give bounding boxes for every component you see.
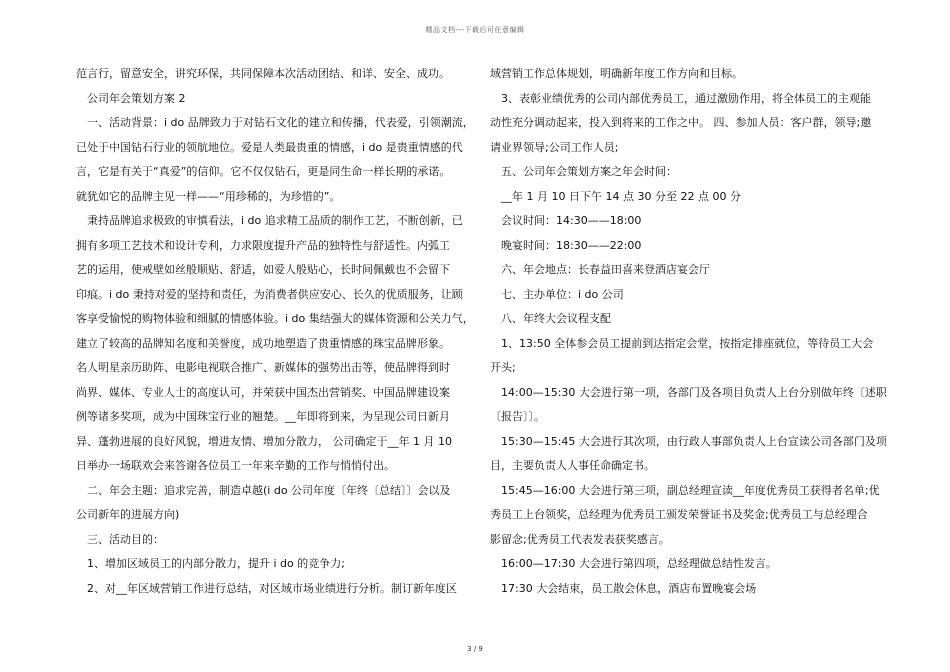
text-line: 14:00—15:30 大会进行第一项，各部门及各项目负责人上台分别做年终〔述职: [501, 385, 887, 399]
text-line: 范言行，留意安全，讲究环保，共同保障本次活动团结、和详、安全、成功。: [76, 67, 450, 80]
text-line: 二、年会主题：追求完善，制造卓越(i do 公司年度〔年终〔总结〕〕会以及: [87, 483, 451, 497]
text-line: 1、增加区域员工的内部分散力，提升 i do 的竞争力;: [87, 557, 345, 570]
text-line: 三、活动目的：: [87, 532, 164, 546]
left-column: [76, 62, 474, 601]
section-heading: 公司年会策划方案 2: [87, 91, 186, 105]
text-line: 秀员工上台领奖，总经理为优秀员工颁发荣誉证书及奖金;优秀员工与总经理合: [490, 508, 868, 521]
text-line: 一、活动背景：i do 品牌致力于对钻石文化的建立和传播，代表爱，引领潮流，: [87, 116, 474, 129]
text-line: __年 1 月 10 日下午 14 点 30 分至 22 点 00 分: [501, 189, 741, 203]
text-line: 影留念;优秀员工代表发表获奖感言。: [490, 532, 670, 546]
text-line: 日举办一场联欢会来答谢各位员工一年来辛勤的工作与悄悄付出。: [76, 459, 395, 472]
text-line: 拥有多项工艺技术和设计专利，力求限度提升产品的独特性与舒适性。内弧工: [76, 238, 450, 252]
text-line: 异、蓬勃进展的良好风貌，增进友情、增加分散力， 公司确定于__年 1 月 10: [76, 434, 452, 448]
text-line: 艺的运用，使戒壁如丝般顺贴、舒适，如爱人般贴心，长时间佩戴也不会留下: [76, 263, 450, 276]
text-line: 目，主要负责人人事任命确定书。: [490, 459, 655, 472]
text-line: 已处于中国钻石行业的领航地位。爱是人类最贵重的情感，i do 是贵重情感的代: [76, 140, 463, 154]
page-number: 3 / 9: [467, 645, 483, 653]
text-line: 请业界领导;公司工作人员;: [490, 140, 619, 154]
text-line: 五、公司年会策划方案之年会时间：: [501, 165, 677, 178]
text-line: 3、表彰业绩优秀的公司内部优秀员工，通过激励作用，将全体员工的主观能: [501, 91, 871, 105]
text-line: 动性充分调动起来，投入到将来的工作之中。 四、参加人员：客户群，领导;邀: [490, 116, 872, 129]
text-line: 〔报告〕〕。: [490, 410, 545, 423]
page-header: 精品文档---下载后可任意编辑: [425, 26, 525, 34]
text-line: 2、对__年区域营销工作进行总结，对区域市场业绩进行分析。制订新年度区: [87, 581, 457, 595]
text-line: 例等诸多奖项，成为中国珠宝行业的翘楚。__年即将到来，为呈现公司日新月: [76, 410, 450, 423]
text-line: 域营销工作总体规划，明确新年度工作方向和目标。: [490, 67, 743, 80]
text-line: 尚界、媒体、专业人士的高度认可，并荣获中国杰出营销奖、中国品牌建设案: [76, 385, 450, 399]
text-line: 就犹如它的品牌主见一样——“用珍稀的，为珍惜的”。: [76, 189, 341, 203]
text-line: 16:00—17:30 大会进行第四项，总经理做总结性发言。: [501, 557, 777, 570]
text-line: 秉持品牌追求极致的审慎看法，i do 追求精工品质的制作工艺，不断创新，已: [87, 214, 463, 227]
text-line: 言，它是有关于“真爱”的信仰。它不仅仅钻石，更是同生命一样长期的承诺。: [76, 165, 451, 178]
text-line: 建立了较高的品牌知名度和美誉度，成功地塑造了贵重情感的珠宝品牌形象。: [76, 336, 450, 350]
text-line: 七、主办单位：i do 公司: [501, 287, 624, 301]
text-line: 15:45—16:00 大会进行第三项，副总经理宣读__年度优秀员工获得者名单;优: [501, 483, 880, 497]
text-line: 客享受愉悦的购物体验和细腻的情感体验。i do 集结强大的媒体资源和公关力气，: [76, 312, 474, 325]
right-column: [490, 62, 887, 601]
text-line: 印痕。i do 秉持对爱的坚持和责任，为消费者供应安心、长久的优质服务，让顾: [76, 287, 463, 301]
text-line: 八、年终大会议程支配: [501, 312, 611, 325]
text-line: 名人明星亲历助阵、电影电视联合推广、新媒体的强势出击等，使品牌得到时: [76, 361, 450, 374]
text-line: 1、13:50 全体参会员工提前到达指定会堂，按指定排座就位，等待员工大会: [501, 336, 874, 350]
text-line: 15:30—15:45 大会进行其次项，由行政人事部负责人上台宣读公司各部门及项: [501, 434, 887, 448]
text-line: 开头;: [490, 361, 516, 374]
text-line: 会议时间：14:30——18:00: [501, 214, 642, 227]
text-line: 公司新年的进展方向): [76, 508, 180, 521]
text-line: 六、年会地点：长春益田喜来登酒店宴会厅: [501, 263, 710, 276]
text-line: 晚宴时间：18:30——22:00: [501, 238, 642, 252]
text-line: 17:30 大会结束，员工散会休息，酒店布置晚宴会场: [501, 581, 757, 595]
